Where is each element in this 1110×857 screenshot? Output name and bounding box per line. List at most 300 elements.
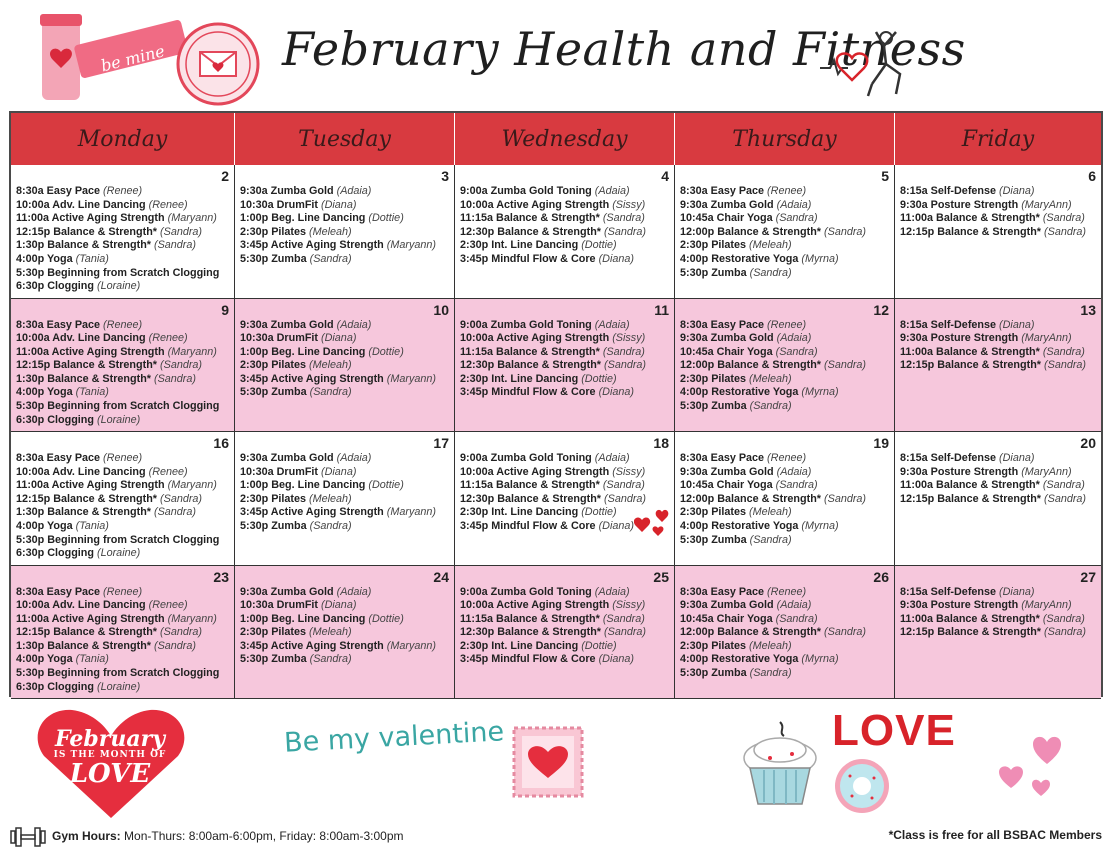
day-number: 27 bbox=[1080, 568, 1096, 585]
calendar-day-cell bbox=[455, 299, 675, 433]
class-time-name: 9:30a Posture Strength bbox=[900, 332, 1019, 345]
class-instructor: (Diana) bbox=[999, 318, 1035, 331]
class-instructor: (Maryann) bbox=[167, 345, 217, 358]
class-entry bbox=[900, 226, 1097, 240]
class-list bbox=[460, 319, 670, 401]
class-instructor: (Adaia) bbox=[336, 318, 372, 331]
class-time-name: 12:00p Balance & Strength* bbox=[680, 626, 822, 639]
day-number: 5 bbox=[881, 168, 889, 184]
class-entry bbox=[16, 253, 230, 267]
class-entry bbox=[680, 267, 890, 281]
class-instructor: (Loraine) bbox=[96, 547, 141, 560]
page-header bbox=[0, 0, 1110, 112]
class-time-name: 9:30a Zumba Gold bbox=[680, 332, 774, 345]
class-entry bbox=[240, 332, 450, 346]
class-instructor: (Meleah) bbox=[749, 506, 792, 519]
class-time-name: 1:00p Beg. Line Dancing bbox=[240, 345, 366, 358]
calendar-day-cell bbox=[675, 165, 895, 299]
class-instructor: (Adaia) bbox=[594, 585, 630, 598]
class-entry bbox=[460, 253, 670, 267]
class-entry bbox=[680, 586, 890, 600]
class-time-name: 1:00p Beg. Line Dancing bbox=[240, 612, 366, 625]
class-entry bbox=[16, 359, 230, 373]
class-instructor: (Tania) bbox=[75, 519, 109, 532]
class-time-name: 5:30p Zumba bbox=[240, 519, 307, 532]
class-entry bbox=[900, 185, 1097, 199]
class-time-name: 3:45p Mindful Flow & Core bbox=[460, 519, 596, 532]
class-instructor: (Sandra) bbox=[604, 492, 647, 505]
class-entry bbox=[680, 359, 890, 373]
class-time-name: 2:30p Pilates bbox=[240, 359, 307, 372]
class-time-name: 2:30p Int. Line Dancing bbox=[460, 639, 579, 652]
class-instructor: (Sissy) bbox=[612, 198, 646, 211]
class-instructor: (Maryann) bbox=[167, 479, 217, 492]
class-instructor: (Diana) bbox=[321, 332, 357, 345]
class-entry bbox=[680, 386, 890, 400]
class-list bbox=[680, 586, 890, 681]
class-time-name: 5:30p Zumba bbox=[680, 533, 747, 546]
class-time-name: 10:00a Adv. Line Dancing bbox=[16, 599, 146, 612]
class-entry bbox=[240, 506, 450, 520]
calendar-day-cell bbox=[455, 432, 675, 566]
class-instructor: (Dottie) bbox=[368, 212, 404, 225]
class-time-name: 11:00a Active Aging Strength bbox=[16, 479, 165, 492]
class-instructor: (Sandra) bbox=[154, 239, 197, 252]
class-time-name: 1:30p Balance & Strength* bbox=[16, 239, 151, 252]
class-instructor: (Sandra) bbox=[154, 506, 197, 519]
class-instructor: (Sandra) bbox=[154, 639, 197, 652]
class-instructor: (Dottie) bbox=[581, 372, 617, 385]
class-instructor: (Myrna) bbox=[801, 519, 839, 532]
svg-text:be mine: be mine bbox=[98, 41, 167, 76]
class-instructor: (Sandra) bbox=[1044, 225, 1087, 238]
class-time-name: 12:15p Balance & Strength* bbox=[900, 359, 1042, 372]
calendar-day-cell bbox=[235, 432, 455, 566]
class-instructor: (Sissy) bbox=[612, 465, 646, 478]
class-entry bbox=[680, 319, 890, 333]
class-entry bbox=[460, 653, 670, 667]
class-instructor: (Meleah) bbox=[309, 359, 352, 372]
class-entry bbox=[16, 319, 230, 333]
class-entry bbox=[240, 359, 450, 373]
calendar-day-cell bbox=[11, 299, 235, 433]
class-time-name: 9:30a Zumba Gold bbox=[240, 185, 334, 197]
class-entry bbox=[16, 626, 230, 640]
class-instructor: (Sissy) bbox=[612, 332, 646, 345]
day-header-tuesday: Tuesday bbox=[235, 113, 455, 165]
february-heart-line2: IS THE MONTH OF bbox=[53, 750, 167, 761]
class-instructor: (Sandra) bbox=[824, 492, 867, 505]
class-instructor: (Diana) bbox=[321, 198, 357, 211]
class-time-name: 2:30p Int. Line Dancing bbox=[460, 239, 579, 252]
class-instructor: (Renee) bbox=[148, 332, 188, 345]
class-instructor: (Myrna) bbox=[801, 252, 839, 265]
class-entry bbox=[680, 239, 890, 253]
class-list bbox=[680, 319, 890, 414]
class-entry bbox=[900, 346, 1097, 360]
class-instructor: (Maryann) bbox=[167, 212, 217, 225]
class-time-name: 9:30a Zumba Gold bbox=[680, 198, 774, 211]
class-time-name: 3:45p Active Aging Strength bbox=[240, 506, 384, 519]
class-time-name: 11:00a Balance & Strength* bbox=[900, 479, 1040, 492]
class-instructor: (Maryann) bbox=[386, 239, 436, 252]
class-time-name: 11:15a Balance & Strength* bbox=[460, 479, 600, 492]
class-instructor: (Sandra) bbox=[309, 252, 352, 265]
class-time-name: 2:30p Pilates bbox=[240, 225, 307, 238]
page-footer bbox=[0, 700, 1110, 857]
calendar-day-cell bbox=[235, 566, 455, 700]
calendar-day-cell bbox=[455, 165, 675, 299]
class-time-name: 4:00p Yoga bbox=[16, 653, 73, 666]
class-time-name: 6:30p Clogging bbox=[16, 547, 94, 560]
class-instructor: (Sandra) bbox=[749, 400, 792, 413]
class-entry bbox=[900, 319, 1097, 333]
class-instructor: (Sandra) bbox=[309, 519, 352, 532]
class-instructor: (Loraine) bbox=[96, 413, 141, 426]
class-time-name: 9:00a Zumba Gold Toning bbox=[460, 585, 592, 598]
calendar-day-cell bbox=[895, 432, 1101, 566]
class-instructor: (Dottie) bbox=[581, 639, 617, 652]
class-list bbox=[900, 452, 1097, 506]
class-entry bbox=[460, 373, 670, 387]
class-instructor: (Myrna) bbox=[801, 386, 839, 399]
class-instructor: (Sandra) bbox=[309, 653, 352, 666]
cupcake-icon bbox=[740, 718, 820, 808]
class-entry bbox=[16, 226, 230, 240]
class-entry bbox=[680, 613, 890, 627]
class-entry bbox=[240, 319, 450, 333]
class-list bbox=[16, 586, 230, 695]
class-entry bbox=[680, 520, 890, 534]
class-time-name: 10:00a Adv. Line Dancing bbox=[16, 465, 146, 478]
class-time-name: 10:45a Chair Yoga bbox=[680, 479, 773, 492]
class-time-name: 9:30a Zumba Gold bbox=[240, 452, 334, 464]
class-entry bbox=[16, 599, 230, 613]
class-time-name: 2:30p Pilates bbox=[680, 372, 747, 385]
class-instructor: (Sandra) bbox=[309, 386, 352, 399]
class-instructor: (Sandra) bbox=[160, 626, 203, 639]
class-time-name: 3:45p Active Aging Strength bbox=[240, 639, 384, 652]
class-entry bbox=[16, 466, 230, 480]
class-instructor: (MaryAnn) bbox=[1021, 599, 1072, 612]
class-time-name: 9:30a Zumba Gold bbox=[680, 465, 774, 478]
class-entry bbox=[240, 452, 450, 466]
class-time-name: 5:30p Zumba bbox=[240, 386, 307, 399]
class-entry bbox=[460, 346, 670, 360]
class-time-name: 10:30a DrumFit bbox=[240, 198, 319, 211]
class-entry bbox=[900, 626, 1097, 640]
class-instructor: (Sandra) bbox=[602, 612, 645, 625]
day-number: 6 bbox=[1088, 168, 1096, 184]
class-instructor: (Adaia) bbox=[776, 599, 812, 612]
class-entry bbox=[460, 226, 670, 240]
class-entry bbox=[240, 640, 450, 654]
class-entry bbox=[16, 667, 230, 681]
class-time-name: 3:45p Mindful Flow & Core bbox=[460, 386, 596, 399]
class-entry bbox=[680, 346, 890, 360]
class-instructor: (Meleah) bbox=[749, 239, 792, 252]
day-number: 17 bbox=[433, 435, 449, 451]
class-list bbox=[240, 319, 450, 401]
class-instructor: (Loraine) bbox=[96, 280, 141, 293]
class-entry bbox=[240, 185, 450, 199]
class-instructor: (Tania) bbox=[75, 653, 109, 666]
class-entry bbox=[240, 373, 450, 387]
class-time-name: 2:30p Pilates bbox=[240, 626, 307, 639]
class-instructor: (Adaia) bbox=[594, 452, 630, 464]
class-entry bbox=[680, 466, 890, 480]
class-time-name: 8:30a Easy Pace bbox=[680, 318, 765, 331]
day-header-monday: Monday bbox=[11, 113, 235, 165]
class-instructor: (Dottie) bbox=[368, 479, 404, 492]
class-entry bbox=[16, 185, 230, 199]
class-time-name: 4:00p Restorative Yoga bbox=[680, 653, 799, 666]
class-instructor: (Sandra) bbox=[1044, 626, 1087, 639]
class-list bbox=[16, 185, 230, 294]
class-entry bbox=[680, 212, 890, 226]
class-instructor: (Meleah) bbox=[309, 492, 352, 505]
class-instructor: (MaryAnn) bbox=[1021, 198, 1072, 211]
class-instructor: (Sandra) bbox=[160, 492, 203, 505]
class-time-name: 12:15p Balance & Strength* bbox=[900, 492, 1042, 505]
class-time-name: 10:30a DrumFit bbox=[240, 599, 319, 612]
class-time-name: 9:30a Zumba Gold bbox=[240, 585, 334, 598]
class-time-name: 9:30a Posture Strength bbox=[900, 465, 1019, 478]
class-entry bbox=[680, 640, 890, 654]
class-time-name: 11:00a Balance & Strength* bbox=[900, 345, 1040, 358]
class-entry bbox=[900, 359, 1097, 373]
class-entry bbox=[680, 599, 890, 613]
class-time-name: 6:30p Clogging bbox=[16, 680, 94, 693]
day-header-thursday: Thursday bbox=[675, 113, 895, 165]
class-time-name: 1:00p Beg. Line Dancing bbox=[240, 479, 366, 492]
class-entry bbox=[16, 613, 230, 627]
day-number: 11 bbox=[654, 301, 669, 318]
day-number: 13 bbox=[1080, 301, 1096, 318]
class-instructor: (Sandra) bbox=[602, 345, 645, 358]
class-time-name: 5:30p Beginning from Scratch Clogging bbox=[16, 266, 220, 279]
class-entry bbox=[240, 212, 450, 226]
valentine-decor-icon bbox=[36, 10, 266, 110]
class-entry bbox=[680, 534, 890, 548]
class-time-name: 12:15p Balance & Strength* bbox=[16, 492, 158, 505]
class-entry bbox=[240, 493, 450, 507]
class-entry bbox=[680, 199, 890, 213]
class-time-name: 9:30a Zumba Gold bbox=[680, 599, 774, 612]
class-time-name: 12:00p Balance & Strength* bbox=[680, 359, 822, 372]
day-number: 3 bbox=[441, 168, 449, 184]
class-instructor: (Dottie) bbox=[368, 612, 404, 625]
class-entry bbox=[680, 479, 890, 493]
class-time-name: 11:15a Balance & Strength* bbox=[460, 612, 600, 625]
class-instructor: (Renee) bbox=[767, 585, 807, 598]
day-number: 2 bbox=[221, 168, 229, 184]
class-entry bbox=[460, 493, 670, 507]
class-instructor: (Diana) bbox=[598, 653, 634, 666]
day-number: 18 bbox=[653, 435, 669, 451]
class-instructor: (Renee) bbox=[767, 185, 807, 197]
class-instructor: (Maryann) bbox=[167, 612, 217, 625]
class-time-name: 10:00a Adv. Line Dancing bbox=[16, 198, 146, 211]
class-entry bbox=[16, 681, 230, 695]
class-instructor: (Sandra) bbox=[1042, 212, 1085, 225]
class-instructor: (Sandra) bbox=[749, 533, 792, 546]
class-entry bbox=[460, 199, 670, 213]
class-time-name: 3:45p Active Aging Strength bbox=[240, 372, 384, 385]
calendar-day-cell bbox=[675, 566, 895, 700]
class-entry bbox=[900, 212, 1097, 226]
class-time-name: 12:00p Balance & Strength* bbox=[680, 492, 822, 505]
class-entry bbox=[680, 452, 890, 466]
class-list bbox=[240, 452, 450, 534]
class-instructor: (Diana) bbox=[598, 386, 634, 399]
class-entry bbox=[16, 414, 230, 428]
class-list bbox=[460, 185, 670, 267]
class-list bbox=[16, 452, 230, 561]
class-entry bbox=[240, 613, 450, 627]
class-time-name: 3:45p Mindful Flow & Core bbox=[460, 252, 596, 265]
calendar-day-cell bbox=[675, 299, 895, 433]
class-entry bbox=[460, 640, 670, 654]
class-time-name: 5:30p Beginning from Scratch Clogging bbox=[16, 400, 220, 413]
day-number: 16 bbox=[213, 435, 229, 451]
page-title: February Health and Fitness bbox=[282, 22, 966, 76]
class-entry bbox=[900, 613, 1097, 627]
calendar-day-cell bbox=[895, 299, 1101, 433]
class-time-name: 2:30p Int. Line Dancing bbox=[460, 372, 579, 385]
class-list bbox=[680, 185, 890, 280]
class-time-name: 10:30a DrumFit bbox=[240, 465, 319, 478]
class-time-name: 5:30p Zumba bbox=[680, 667, 747, 680]
class-instructor: (Sandra) bbox=[749, 667, 792, 680]
class-instructor: (Maryann) bbox=[386, 506, 436, 519]
calendar-day-cell bbox=[11, 566, 235, 700]
class-instructor: (Dottie) bbox=[581, 506, 617, 519]
class-instructor: (Sandra) bbox=[775, 479, 818, 492]
day-number: 25 bbox=[653, 568, 669, 585]
class-instructor: (Diana) bbox=[598, 252, 634, 265]
class-instructor: (Sandra) bbox=[160, 359, 203, 372]
class-instructor: (Sandra) bbox=[824, 359, 867, 372]
gym-hours-label: Gym Hours: bbox=[52, 829, 121, 844]
class-entry bbox=[460, 319, 670, 333]
class-list bbox=[240, 185, 450, 267]
class-entry bbox=[900, 332, 1097, 346]
class-time-name: 11:15a Balance & Strength* bbox=[460, 345, 600, 358]
class-entry bbox=[460, 359, 670, 373]
fitness-heartbeat-icon bbox=[818, 28, 912, 100]
class-entry bbox=[900, 479, 1097, 493]
class-entry bbox=[460, 466, 670, 480]
class-instructor: (Myrna) bbox=[801, 653, 839, 666]
free-class-note: *Class is free for all BSBAC Members bbox=[888, 828, 1102, 842]
class-instructor: (Sandra) bbox=[775, 345, 818, 358]
class-list bbox=[900, 185, 1097, 239]
class-entry bbox=[460, 613, 670, 627]
class-entry bbox=[460, 599, 670, 613]
class-entry bbox=[16, 640, 230, 654]
class-time-name: 10:00a Adv. Line Dancing bbox=[16, 332, 146, 345]
day-number: 24 bbox=[433, 568, 449, 585]
class-time-name: 10:45a Chair Yoga bbox=[680, 212, 773, 225]
class-entry bbox=[900, 599, 1097, 613]
class-entry bbox=[16, 199, 230, 213]
calendar-day-cell bbox=[675, 432, 895, 566]
class-entry bbox=[16, 332, 230, 346]
class-instructor: (Meleah) bbox=[749, 372, 792, 385]
be-my-valentine-text: Be my valentine bbox=[283, 716, 505, 759]
class-instructor: (Adaia) bbox=[594, 185, 630, 197]
class-instructor: (Diana) bbox=[321, 599, 357, 612]
class-entry bbox=[16, 547, 230, 561]
class-instructor: (Renee) bbox=[103, 185, 143, 197]
class-time-name: 10:00a Active Aging Strength bbox=[460, 198, 610, 211]
class-time-name: 9:00a Zumba Gold Toning bbox=[460, 452, 592, 464]
class-entry bbox=[240, 653, 450, 667]
class-list bbox=[900, 586, 1097, 640]
class-time-name: 8:30a Easy Pace bbox=[680, 452, 765, 464]
class-entry bbox=[240, 520, 450, 534]
class-instructor: (Meleah) bbox=[309, 225, 352, 238]
class-entry bbox=[460, 185, 670, 199]
class-time-name: 8:30a Easy Pace bbox=[16, 452, 101, 464]
class-entry bbox=[680, 493, 890, 507]
class-entry bbox=[460, 452, 670, 466]
class-instructor: (Sandra) bbox=[1042, 345, 1085, 358]
class-entry bbox=[16, 520, 230, 534]
class-time-name: 3:45p Mindful Flow & Core bbox=[460, 653, 596, 666]
class-entry bbox=[16, 280, 230, 294]
class-instructor: (Sandra) bbox=[1042, 479, 1085, 492]
class-time-name: 10:45a Chair Yoga bbox=[680, 345, 773, 358]
class-time-name: 11:00a Active Aging Strength bbox=[16, 212, 165, 225]
class-time-name: 8:15a Self-Defense bbox=[900, 452, 997, 464]
class-time-name: 4:00p Restorative Yoga bbox=[680, 252, 799, 265]
class-instructor: (Renee) bbox=[767, 452, 807, 464]
class-time-name: 9:30a Posture Strength bbox=[900, 599, 1019, 612]
class-time-name: 8:30a Easy Pace bbox=[16, 318, 101, 331]
class-time-name: 5:30p Beginning from Scratch Clogging bbox=[16, 533, 220, 546]
class-entry bbox=[240, 253, 450, 267]
class-entry bbox=[680, 373, 890, 387]
class-time-name: 12:00p Balance & Strength* bbox=[680, 225, 822, 238]
class-entry bbox=[680, 226, 890, 240]
class-entry bbox=[460, 239, 670, 253]
class-instructor: (Sandra) bbox=[604, 626, 647, 639]
class-entry bbox=[16, 346, 230, 360]
day-header-wednesday: Wednesday bbox=[455, 113, 675, 165]
class-time-name: 2:30p Pilates bbox=[680, 506, 747, 519]
class-time-name: 5:30p Zumba bbox=[680, 266, 747, 279]
class-time-name: 12:30p Balance & Strength* bbox=[460, 492, 602, 505]
class-time-name: 12:15p Balance & Strength* bbox=[16, 626, 158, 639]
class-entry bbox=[460, 386, 670, 400]
class-entry bbox=[240, 466, 450, 480]
class-time-name: 6:30p Clogging bbox=[16, 280, 94, 293]
class-time-name: 12:30p Balance & Strength* bbox=[460, 225, 602, 238]
class-instructor: (Diana) bbox=[999, 452, 1035, 464]
class-time-name: 11:00a Balance & Strength* bbox=[900, 212, 1040, 225]
class-list bbox=[16, 319, 230, 428]
class-instructor: (Sandra) bbox=[1044, 492, 1087, 505]
class-time-name: 9:00a Zumba Gold Toning bbox=[460, 185, 592, 197]
love-text: LOVE bbox=[832, 706, 956, 755]
class-time-name: 2:30p Pilates bbox=[680, 639, 747, 652]
class-entry bbox=[16, 493, 230, 507]
class-entry bbox=[240, 626, 450, 640]
calendar-grid bbox=[9, 111, 1103, 697]
pink-hearts-icon bbox=[995, 730, 1065, 800]
